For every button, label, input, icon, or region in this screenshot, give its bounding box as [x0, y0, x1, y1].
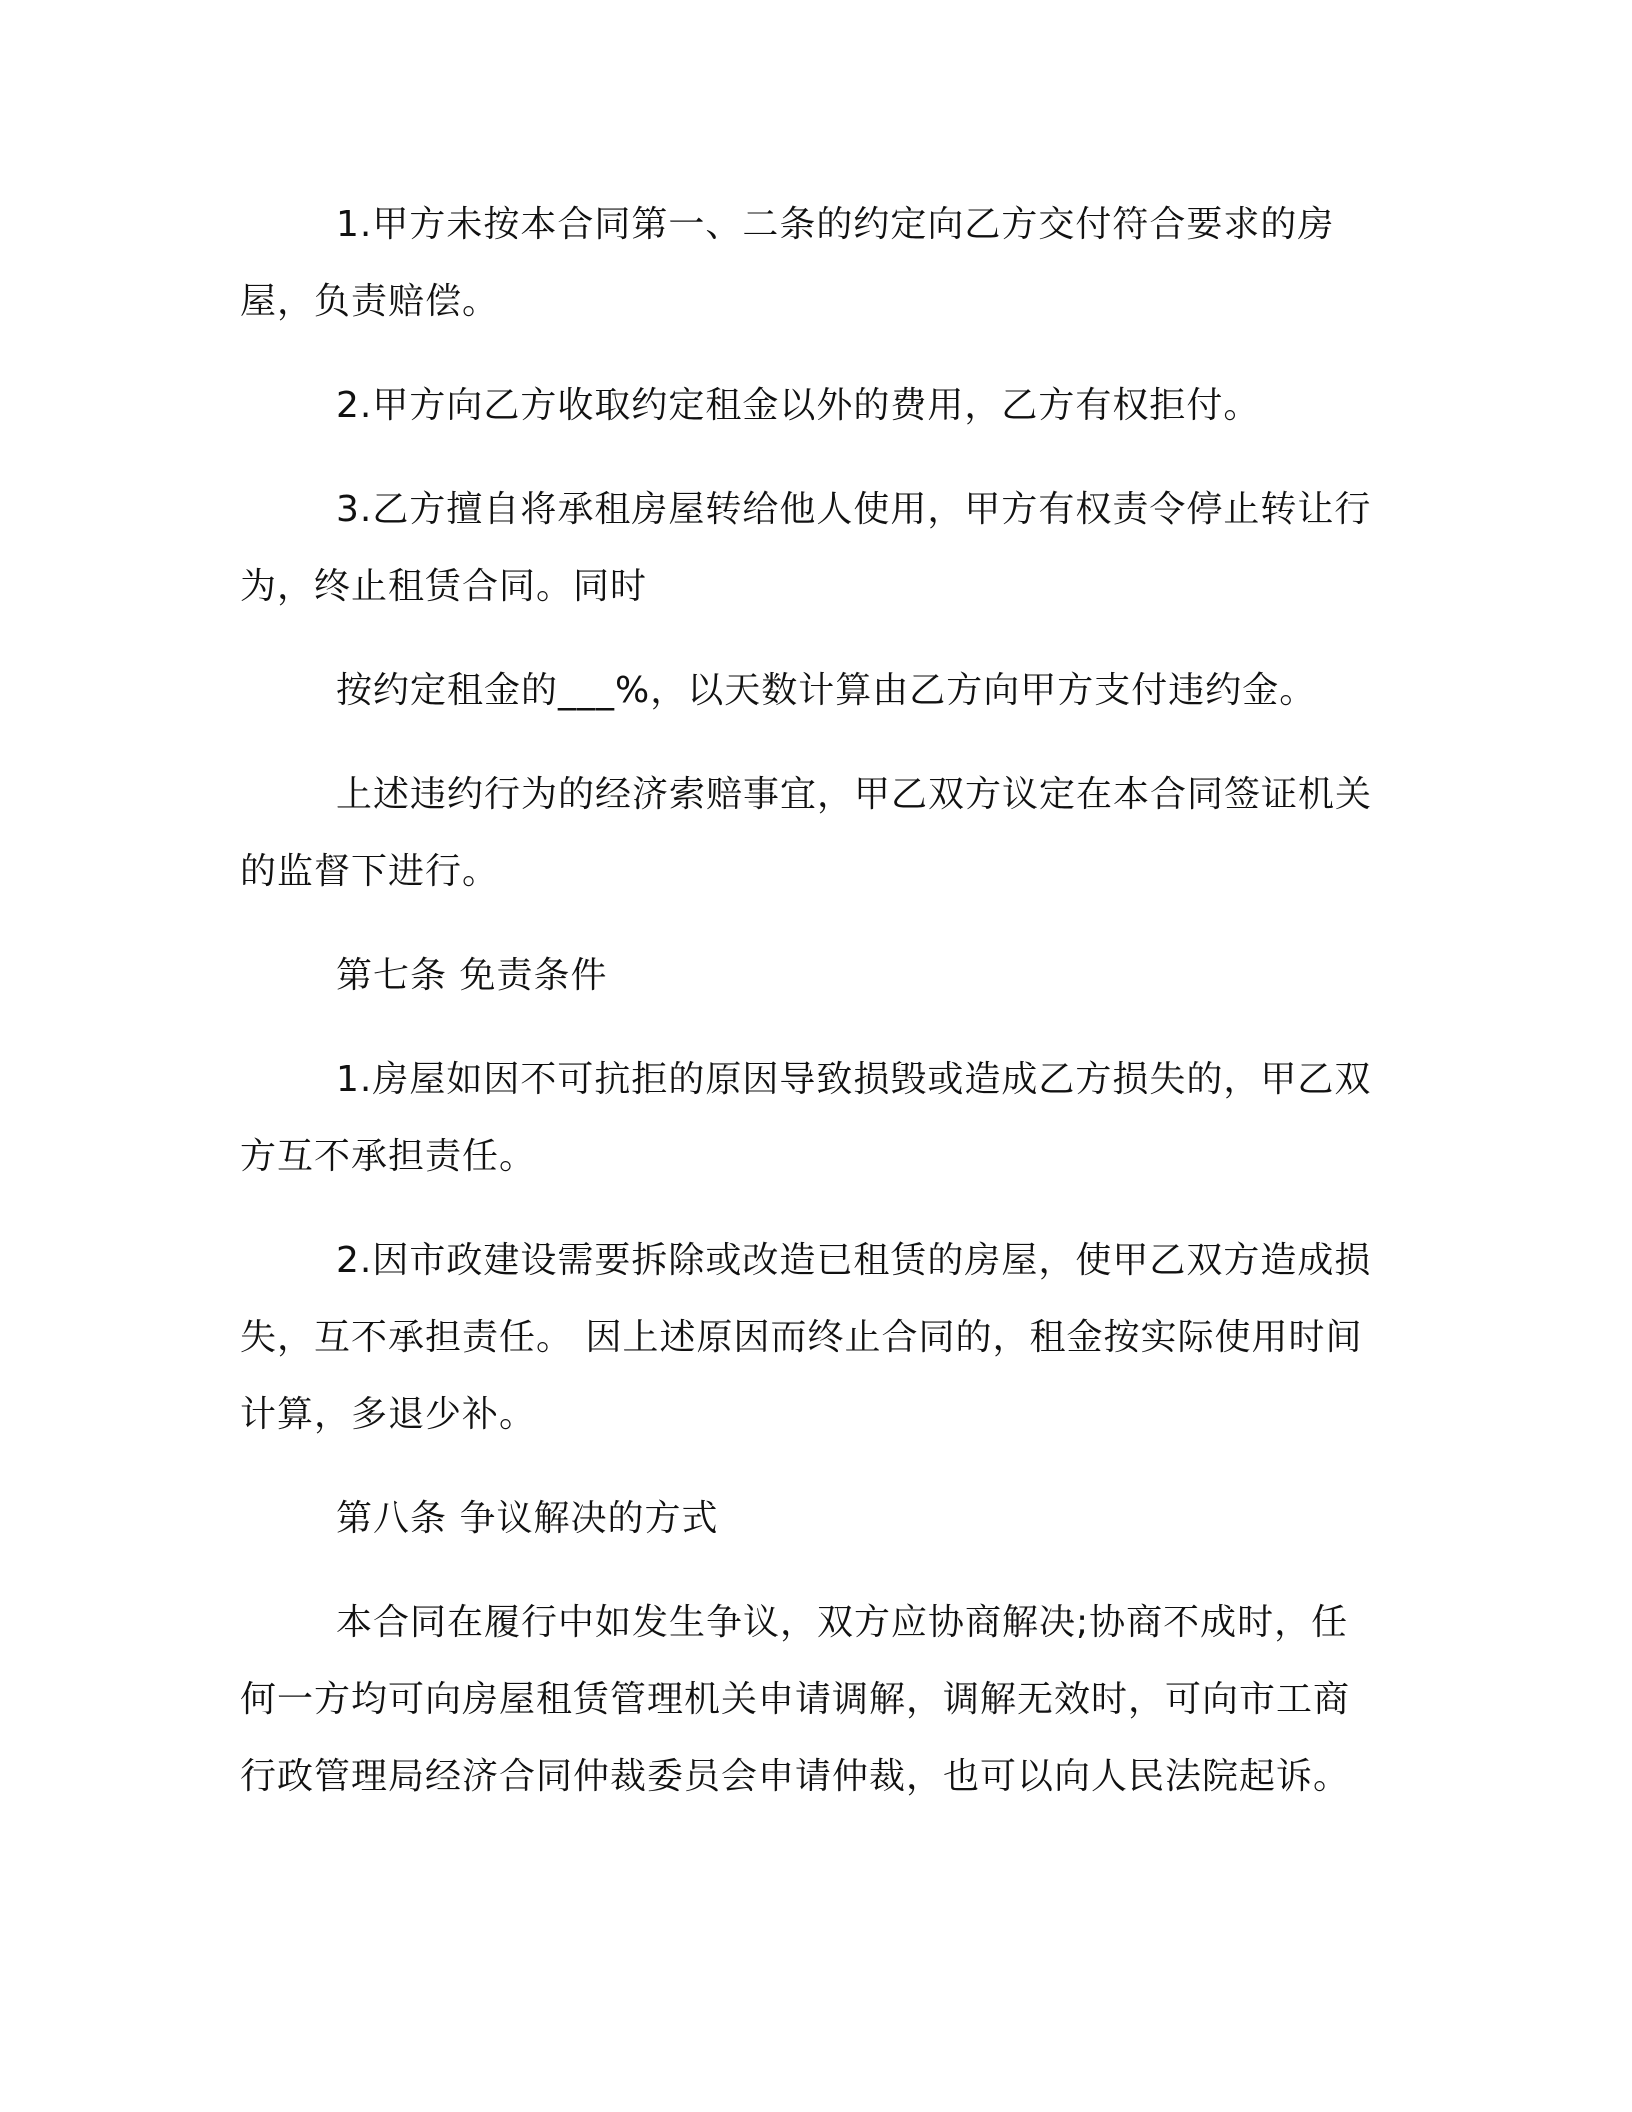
clause-paragraph-2: 2.甲方向乙方收取约定租金以外的费用，乙方有权拒付。	[336, 385, 1261, 426]
article-8-heading: 第八条 争议解决的方式	[336, 1498, 719, 1539]
claims-paragraph: 上述违约行为的经济索赔事宜，甲乙双方议定在本合同签证机关的监督下进行。	[240, 774, 1373, 892]
article-7-heading: 第七条 免责条件	[336, 955, 608, 996]
exemption-paragraph-1: 1.房屋如因不可抗拒的原因导致损毁或造成乙方损失的，甲乙双方互不承担责任。	[240, 1059, 1372, 1177]
exemption-paragraph-2: 2.因市政建设需要拆除或改造已租赁的房屋，使甲乙双方造成损失，互不承担责任。 因上述原因而终止合同的，租金按实际使用时间计算，多退少补。	[240, 1240, 1372, 1435]
dispute-paragraph: 本合同在履行中如发生争议，双方应协商解决;协商不成时，任何一方均可向房屋租赁管理机关申请调解，调解无效时，可向市工商行政管理局经济合同仲裁委员会申请仲裁，也可以向人民法院起诉。	[240, 1602, 1351, 1797]
clause-paragraph-3: 3.乙方擅自将承租房屋转给他人使用，甲方有权责令停止转让行为，终止租赁合同。同时	[240, 489, 1372, 607]
document-body	[240, 186, 1380, 1842]
clause-paragraph-1: 1.甲方未按本合同第一、二条的约定向乙方交付符合要求的房屋，负责赔偿。	[240, 204, 1335, 322]
penalty-paragraph: 按约定租金的___%，以天数计算由乙方向甲方支付违约金。	[336, 670, 1317, 711]
